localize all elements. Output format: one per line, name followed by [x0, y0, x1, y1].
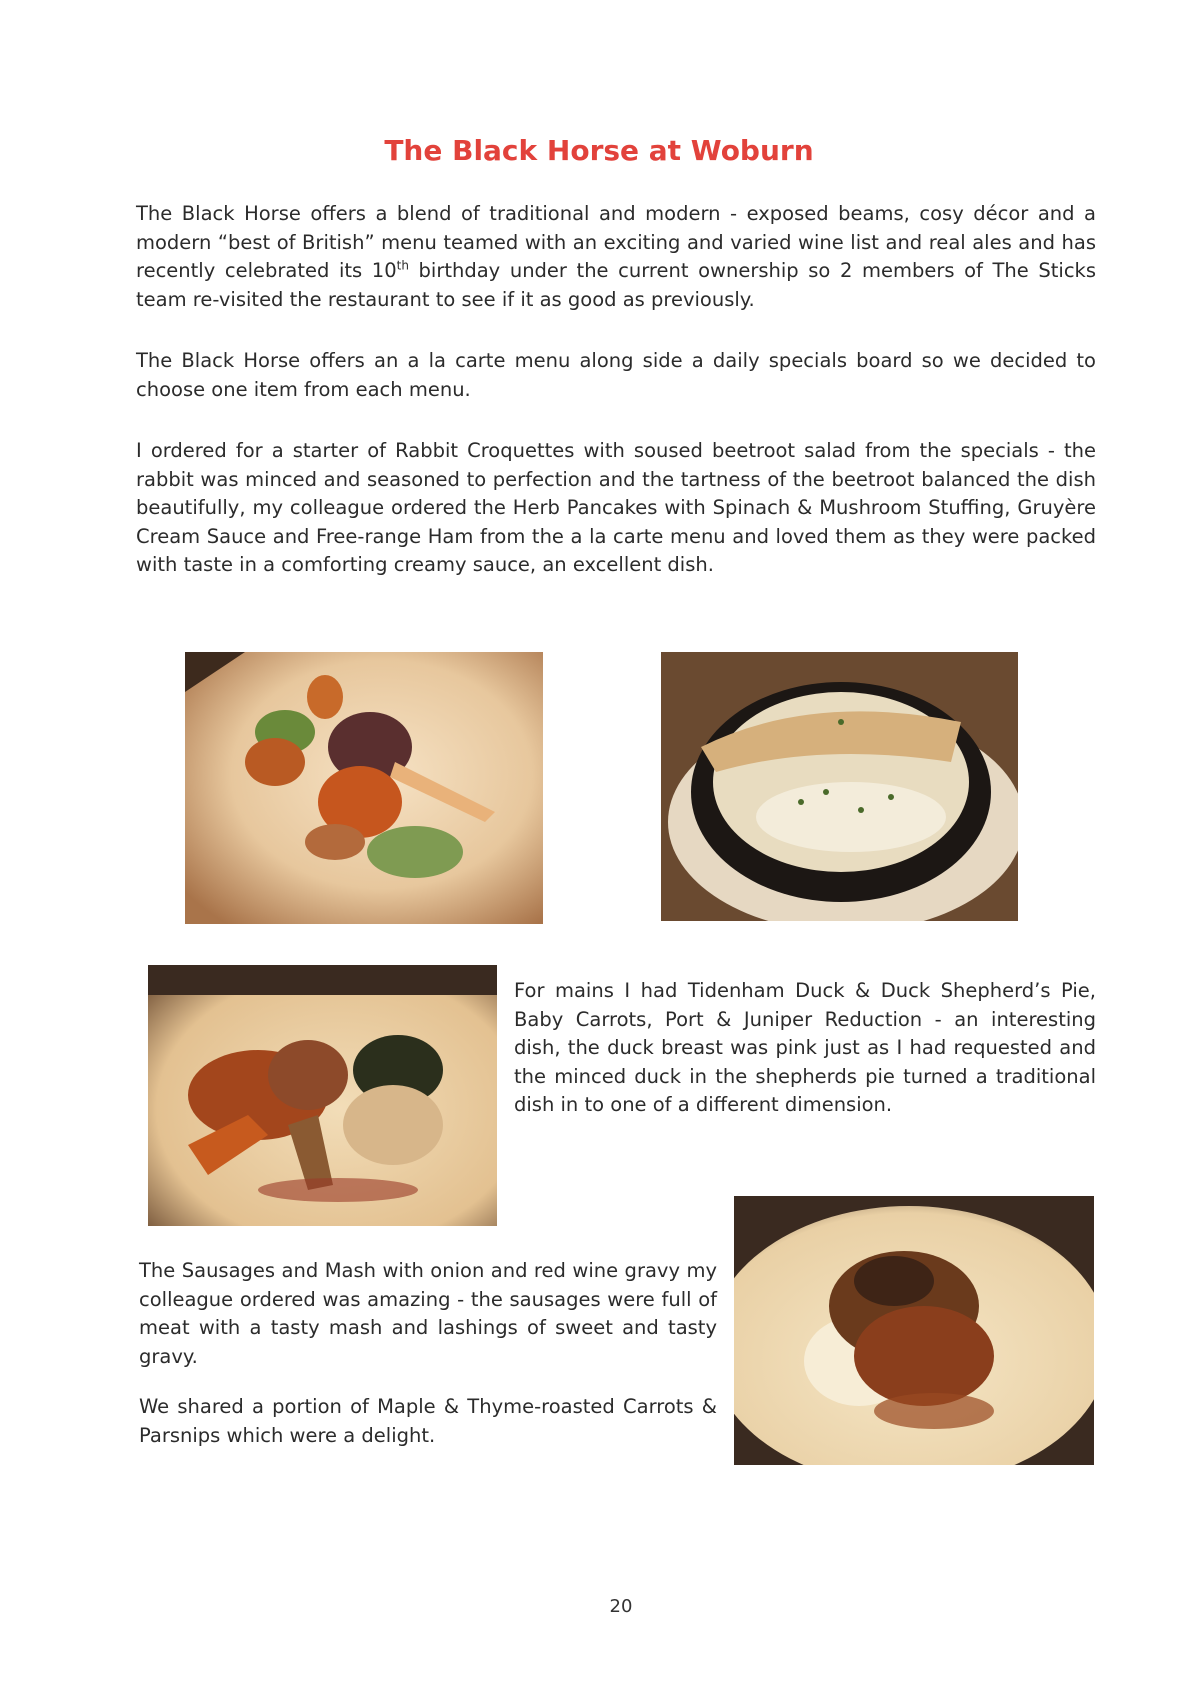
rabbit-croquettes-photo: [185, 652, 543, 924]
intro-paragraph: [136, 200, 1096, 314]
mains-paragraph: For mains I had Tidenham Duck & Duck Shepherd’s Pie, Baby Carrots, Port & Juniper Reduction - an interesting dish, the duck breast was pink just as I had requested and the minced duck in the shepherds pie turned a traditional dish in to one of a different dimension.: [514, 979, 1096, 1116]
sides-paragraph: We shared a portion of Maple & Thyme-roasted Carrots & Parsnips which were a delight.: [139, 1395, 717, 1447]
sausages-mash-photo: [734, 1196, 1094, 1465]
intro-superscript: th: [396, 258, 409, 273]
intro-text-b: birthday under the current ownership so 2 members of The Sticks team re-visited the restaurant to see if it as good as previously.: [136, 259, 1096, 311]
herb-pancakes-photo: [661, 652, 1018, 921]
starters-paragraph: I ordered for a starter of Rabbit Croquettes with soused beetroot salad from the specials - the rabbit was minced and seasoned to perfection and the tartness of the beetroot balanced the dish beautifully, my colleague ordered the Herb Pancakes with Spinach & Mushroom Stuffing, Gruyère Cream Sauce and Free-range Ham from the a la carte menu and loved them as they were packed with taste in a comforting creamy sauce, an excellent dish.: [136, 439, 1096, 576]
sausages-paragraph: The Sausages and Mash with onion and red wine gravy my colleague ordered was amazing - the sausages were full of meat with a tasty mash and lashings of sweet and tasty gravy.: [139, 1259, 717, 1368]
menus-paragraph: The Black Horse offers an a la carte menu along side a daily specials board so we decided to choose one item from each menu.: [136, 349, 1096, 401]
page-title: The Black Horse at Woburn: [384, 134, 814, 167]
intro-text-a: The Black Horse offers a blend of traditional and modern - exposed beams, cosy décor and a modern “best of British” menu teamed with an exciting and varied wine list and real ales and has recently celebrated its 10: [136, 202, 1096, 282]
duck-dish-photo: [148, 965, 497, 1226]
page-number: 20: [609, 1596, 633, 1617]
